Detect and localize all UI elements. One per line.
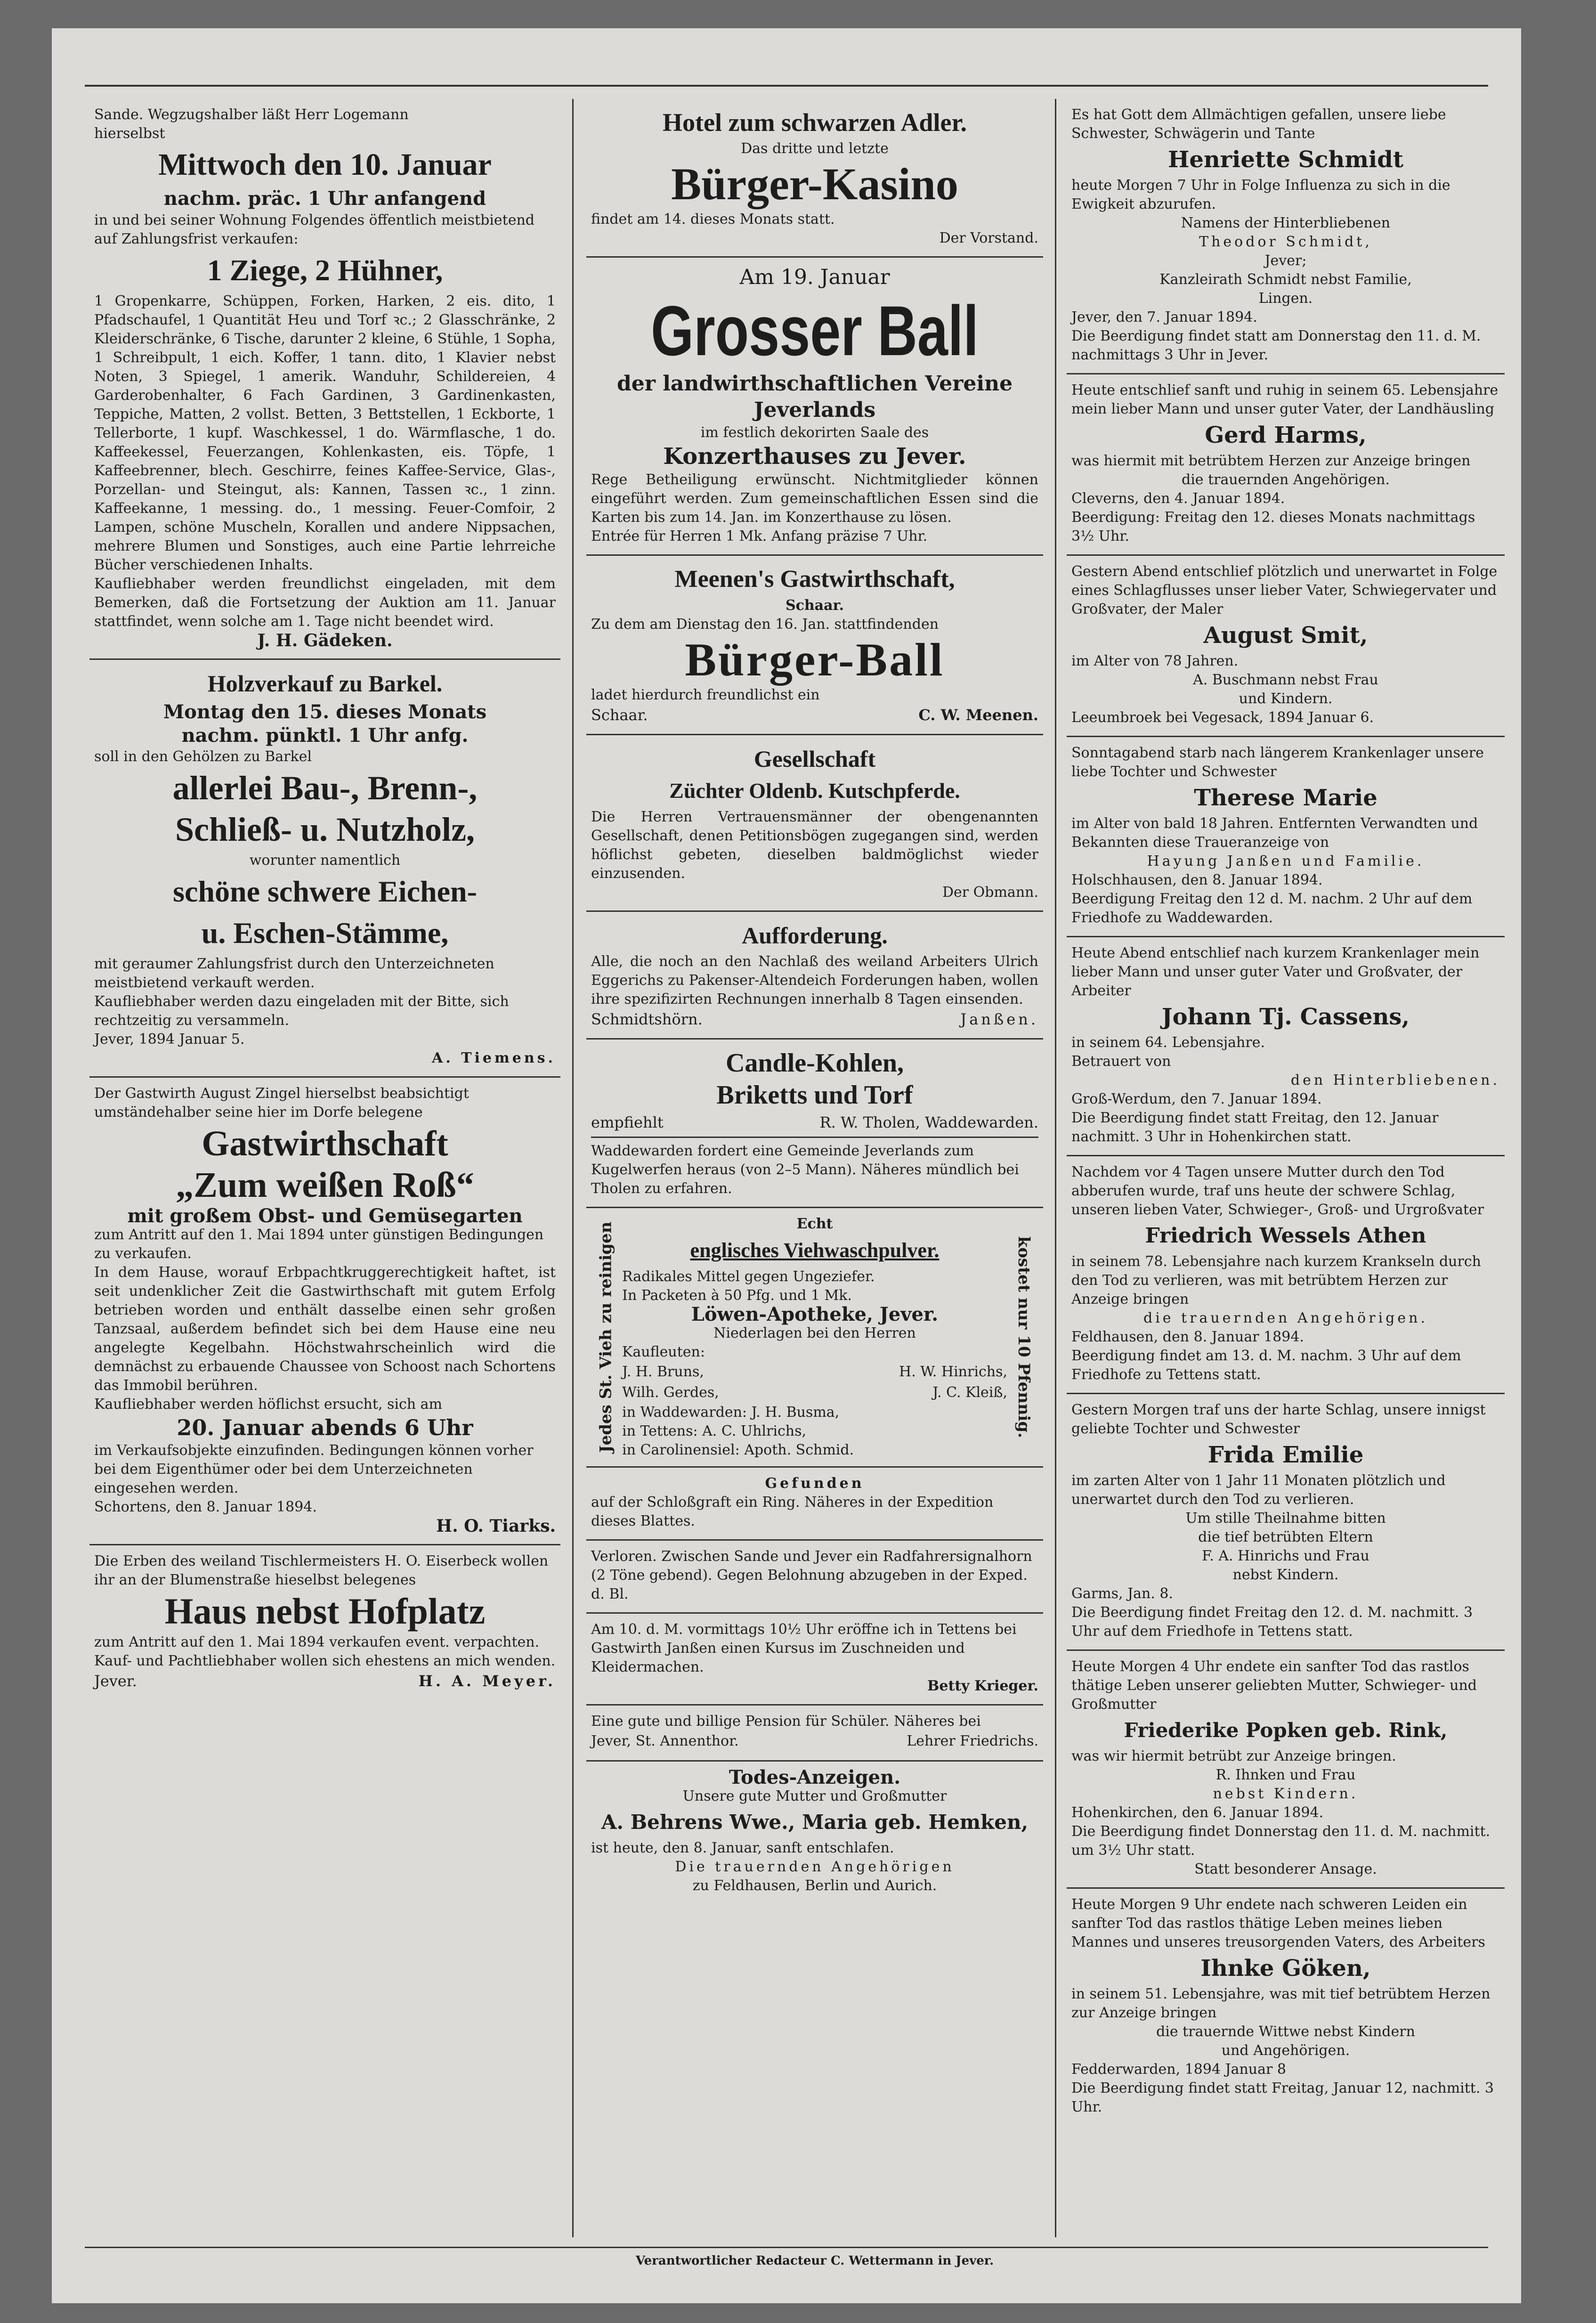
ad-subheading: nachm. pünktl. 1 Uhr anfg. [181, 724, 469, 747]
ad-auction-logemann [89, 99, 560, 660]
notice-text: was wir hiermit betrübt zur Anzeige bringen. [1071, 1748, 1396, 1764]
ad-signature: Lehrer Friedrichs. [907, 1733, 1038, 1749]
notice-text: nebst Kindern. [1213, 1786, 1359, 1802]
notice-text: Gestern Morgen traf uns der harte Schlag, unsere innigst geliebte Tochter und Schwester [1071, 1402, 1486, 1437]
notice-text: und Kindern. [1239, 690, 1333, 707]
ad-text: Der Gastwirth August Zingel hierselbst beabsichtigt umständehalber seine hier im Dorfe belegene [94, 1085, 469, 1121]
dealer-row [622, 1382, 1007, 1403]
ad-subheading: der landwirthschaftlichen Vereine [616, 372, 1013, 396]
ad-subheading: Schaar. [785, 597, 844, 614]
ad-text: in und bei seiner Wohnung Folgendes öffentlich meistbietend auf Zahlungsfrist verkaufen: [94, 212, 535, 247]
notice-johann-cassens [1067, 937, 1505, 1156]
ad-text: in Waddewarden: J. H. Busma, [622, 1404, 840, 1421]
notice-text: in seinem 64. Lebensjahre. [1071, 1034, 1265, 1051]
notice-text: Nachdem vor 4 Tagen unsere Mutter durch den Tod abberufen wurde, traf uns heute der schwere Schlag, unseren lieben Vater, Schwieger-, Groß- und Urgroßvater [1071, 1164, 1484, 1218]
notice-ihnke-goeken [1067, 1889, 1505, 2125]
notice-text: in seinem 51. Lebensjahre, was mit tief betrübtem Herzen zur Anzeige bringen [1071, 1986, 1491, 2021]
deceased-name: Therese Marie [1194, 785, 1377, 811]
ad-body: mit geraumer Zahlungsfrist durch den Unterzeichneten meistbietend verkauft werden. [94, 956, 494, 991]
ad-lost [586, 1541, 1043, 1614]
ad-date: Am 19. Januar [739, 265, 890, 289]
signature-row [591, 705, 1038, 725]
notice-text: was hiermit mit betrübtem Herzen zur Anzeige bringen [1071, 453, 1471, 469]
notice-text: R. Ihnken und Frau [1215, 1767, 1356, 1783]
ad-body: Alle, die noch an den Nachlaß des weiland Arbeiters Ulrich Eggerichs zu Pakenser-Altendeich Forderungen haben, wollen ihre spezifizirten Rechnungen innerhalb 8 Tagen einsenden. [591, 953, 1038, 1007]
ad-date: 20. Januar abends 6 Uhr [177, 1415, 473, 1440]
notice-text: Gestern Abend entschlief plötzlich und unerwartet in Folge eines Schlagflusses unser lieber Vater, Schwiegervater und Großvater, der Maler [1071, 563, 1498, 617]
notice-text: nebst Kindern. [1232, 1567, 1339, 1583]
deceased-name: Friederike Popken geb. Rink, [1124, 1719, 1448, 1742]
notice-text: im zarten Alter von 1 Jahr 11 Monaten plötzlich und unerwartet durch den Tod zu verlieren. [1071, 1472, 1446, 1508]
ad-text: ist heute, den 8. Januar, sanft entschlafen. [591, 1840, 894, 1856]
notice-text: Heute entschlief sanft und ruhig in seinem 65. Lebensjahre mein lieber Mann und unser guter Vater, der Landhäusling [1071, 382, 1499, 417]
ad-place: Jever, 1894 Januar 5. [94, 1031, 245, 1048]
ad-heading: Holzverkauf zu Barkel. [207, 670, 443, 697]
notice-text: Theodor Schmidt, [1199, 234, 1372, 250]
ad-body: ladet hierdurch freundlichst ein [591, 687, 820, 703]
ad-heading: 1 Ziege, 2 Hühner, [207, 253, 443, 287]
ad-body: im Verkaufsobjekte einzufinden. Bedingungen können vorher bei dem Eigenthümer oder bei dem Unterzeichneten eingesehen werden. [94, 1442, 534, 1496]
column-2 [586, 99, 1043, 2242]
notice-funeral: Die Beerdigung findet statt am Donnerstag den 11. d. M. nachmittags 3 Uhr in Jever. [1071, 328, 1481, 363]
ad-place: Schortens, den 8. Januar 1894. [94, 1499, 317, 1515]
ad-subheading: Montag den 15. dieses Monats [163, 701, 487, 723]
notice-frida-emilie [1067, 1394, 1505, 1651]
ad-subheading: Jeverlands [753, 398, 876, 422]
notice-text: die trauernde Wittwe nebst Kindern [1156, 2023, 1415, 2040]
dealer-name: J. C. Kleiß, [932, 1384, 1007, 1401]
ad-body: Verloren. Zwischen Sande und Jever ein Radfahrersignalhorn (2 Töne gebend). Gegen Belohnung abzugeben in der Exped. d. Bl. [591, 1548, 1032, 1602]
ad-body: Am 10. d. M. vormittags 10½ Uhr eröffne ich in Tettens bei Gastwirth Janßen einen Kursus im Zuschneiden und Kleidermachen. [591, 1621, 1017, 1675]
notice-place: Hohenkirchen, den 6. Januar 1894. [1071, 1804, 1324, 1821]
ad-course [586, 1614, 1043, 1706]
ad-heading: Todes-Anzeigen. [729, 1766, 901, 1788]
notice-text: Es hat Gott dem Allmächtigen gefallen, unsere liebe Schwester, Schwägerin und Tante [1071, 106, 1446, 142]
dealer-row [622, 1362, 1007, 1382]
notice-text: Heute Morgen 9 Uhr endete nach schweren Leiden ein sanfter Tod das rastlos thätige Leben meines lieben Mannes und unseres treusorgenden Vaters, des Arbeiters [1071, 1896, 1485, 1950]
notice-text: Betrauert von [1071, 1053, 1171, 1070]
ad-place: Jever. [94, 1672, 137, 1690]
signature-row [94, 1671, 556, 1691]
ad-heading: Gefunden [765, 1475, 865, 1492]
bottom-rule [85, 2247, 1488, 2248]
ad-heading: Mittwoch den 10. Januar [158, 147, 492, 182]
notice-henriette-schmidt [1067, 99, 1505, 374]
notice-text: in seinem 78. Lebensjahre nach kurzem Krankseln durch den Tod zu verlieren, was mit betrübtem Herzen zur Anzeige bringen [1071, 1253, 1481, 1308]
notice-text: Heute Abend entschlief nach kurzem Krankenlager mein lieber Mann und unser guter Vater und Großvater, der Arbeiter [1071, 945, 1480, 999]
ad-text: in Carolinensiel: Apoth. Schmid. [622, 1442, 854, 1458]
column-1 [89, 99, 560, 2242]
ad-place: Schaar. [591, 706, 648, 724]
ad-text: Die Erben des weiland Tischlermeisters H. O. Eiserbeck wollen ihr an der Blumenstraße hieselbst belegenes [94, 1553, 549, 1588]
notice-funeral: Beerdigung findet am 13. d. M. nachm. 3 Uhr auf dem Friedhofe zu Tettens statt. [1071, 1348, 1461, 1383]
ad-signature: H. O. Tiarks. [436, 1516, 556, 1536]
ad-text: Niederlagen bei den Herren [713, 1325, 916, 1341]
ad-body: Waddewarden fordert eine Gemeinde Jeverlands zum Kugelwerfen heraus (von 2–5 Mann). Näheres mündlich bei Tholen zu erfahren. [591, 1143, 1019, 1197]
ad-body: Entrée für Herren 1 Mk. Anfang präzise 7 Uhr. [591, 528, 928, 544]
notice-place: Garms, Jan. 8. [1071, 1585, 1174, 1602]
ad-text: hierselbst [94, 125, 165, 142]
ad-text: worunter namentlich [249, 852, 401, 869]
notice-text: die tief betrübten Eltern [1198, 1529, 1373, 1545]
notice-place: Leeumbroek bei Vegesack, 1894 Januar 6. [1071, 709, 1374, 726]
notice-friederike-popken [1067, 1651, 1505, 1889]
ad-place: Schmidtshörn. [591, 1010, 703, 1028]
top-rule [85, 85, 1488, 87]
notice-text: die trauernden Angehörigen. [1143, 1310, 1428, 1326]
notice-place: Holschhausen, den 8. Januar 1894. [1071, 872, 1323, 888]
deceased-name: Johann Tj. Cassens, [1161, 1004, 1410, 1030]
side-text-right: kostet nur 10 Pfennig. [1014, 1236, 1034, 1438]
ad-place: Jever, St. Annenthor. [591, 1733, 739, 1749]
notice-text: Statt besonderer Ansage. [1194, 1861, 1377, 1877]
ad-coal [586, 1040, 1043, 1208]
notice-text: Namens der Hinterbliebenen [1181, 215, 1391, 231]
ad-house-sale [89, 1545, 560, 1700]
deceased-name: Henriette Schmidt [1168, 146, 1403, 173]
ad-meenen-ball [586, 556, 1043, 735]
ad-society [586, 735, 1043, 912]
column-3 [1067, 99, 1505, 2242]
notice-place: Groß-Werdum, den 7. Januar 1894. [1071, 1091, 1322, 1107]
powder-body [622, 1215, 1007, 1460]
ad-heading: Aufforderung. [742, 922, 888, 949]
ad-text: Die trauernden Angehörigen [675, 1859, 955, 1875]
notice-funeral: Die Beerdigung findet Donnerstag den 11. d. M. nachmitt. um 3½ Uhr statt. [1071, 1823, 1491, 1859]
ad-text: Sande. Wegzugshalber läßt Herr Logemann [94, 106, 409, 123]
dealer-name: Wilh. Gerdes, [622, 1384, 719, 1401]
notice-funeral: Die Beerdigung findet Freitag den 12. d. M. nachmitt. 3 Uhr auf dem Friedhofe in Tettens statt. [1071, 1604, 1473, 1640]
ad-heading: englisches Viehwaschpulver. [690, 1239, 940, 1262]
ad-subheading: Löwen-Apotheke, Jever. [691, 1303, 939, 1325]
notice-place: Feldhausen, den 8. Januar 1894. [1071, 1329, 1304, 1345]
notice-funeral: Beerdigung Freitag den 12 d. M. nachm. 2 Uhr auf dem Friedhofe zu Waddewarden. [1071, 891, 1473, 926]
notice-text: den Hinterbliebenen. [1290, 1072, 1500, 1088]
ad-body: Die Herren Vertrauensmänner der obengenannten Gesellschaft, denen Petitionsbögen zugegangen sind, werden höflichst gebeten, dieselben baldmöglichst wieder einzusenden. [591, 809, 1038, 882]
signature-row [591, 1112, 1038, 1133]
ad-text: Unsere gute Mutter und Großmutter [682, 1788, 947, 1804]
ad-body: In dem Hause, worauf Erbpachtkruggerechtigkeit haftet, ist seit undenklicher Zeit die Gastwirthschaft mit gutem Erfolg betrieben worden und enthält dasselbe einen sehr großen Tanzsaal, außerdem befindet sich bei dem Hause eine neu angelegte Kegelbahn. Höchstwahrscheinlich wird die demnächst zu erbauende Chaussee von Schoost nach Schortens das Immobil berühren. [94, 1264, 556, 1394]
ad-body: 1 Gropenkarre, Schüppen, Forken, Harken, 2 eis. dito, 1 Pfadschaufel, 1 Quantität Heu und Torf ꝛc.; 2 Glasschränke, 2 Kleiderschränke, 6 Tische, darunter 2 kleine, 6 Stühle, 1 Sopha, 1 Schreibpult, 1 eich. Koffer, 1 tann. dito, 1 Klavier nebst Noten, 3 Spiegel, 1 amerik. Wanduhr, Schildereien, 4 Garderobenhalter, 6 Fach Gardinen, 3 Gardinenkasten, Teppiche, Matten, 2 vollst. Betten, 3 Bettstellen, 1 Eckborte, 1 Tellerborte, 1 kupf. Waschkessel, 1 do. Wärmflasche, 1 do. Kaffeekessel, Feuerzangen, Kohlenkasten, eis. Töpfe, 1 Kaffeebrenner, blech. Geschirre, feines Kaffee-Service, Glas-, Porzellan- und Steingut, als: Kannen, Tassen ꝛc., 1 zinn. Kaffeekanne, 1 messing. do., 1 messing. Feuer-Comfoir, 2 Lampen, schöne Muscheln, Korallen und andere Nippsachen, mehrere Blumen und Sonstiges, auch eine Partie lehrreiche Bücher verschiedenen Inhalts. [94, 293, 556, 573]
ad-subheading: mit großem Obst- und Gemüsegarten [127, 1205, 523, 1227]
notice-text: Sonntagabend starb nach längerem Krankenlager unsere liebe Tochter und Schwester [1071, 745, 1484, 780]
ad-signature: J. H. Gädeken. [257, 631, 393, 650]
column-divider [572, 99, 574, 2237]
ad-text: im festlich dekorirten Saale des [700, 424, 929, 441]
notice-text: im Alter von 78 Jahren. [1071, 653, 1239, 669]
ad-pension [586, 1706, 1043, 1762]
notice-text: Lingen. [1258, 290, 1313, 307]
ad-heading: Schließ- u. Nutzholz, [175, 811, 475, 848]
ad-request [586, 912, 1043, 1040]
ad-heading: Gesellschaft [753, 746, 876, 772]
notice-place: Fedderwarden, 1894 Januar 8 [1071, 2061, 1286, 2078]
ad-body: auf der Schloßgraft ein Ring. Näheres in der Expedition dieses Blattes. [591, 1494, 994, 1529]
notice-funeral: Die Beerdigung findet statt Freitag, den 12. Januar nachmitt. 3 Uhr in Hohenkirchen statt. [1071, 1110, 1439, 1145]
ad-heading: Candle-Kohlen, [725, 1048, 904, 1078]
notice-text: F. A. Hinrichs und Frau [1202, 1548, 1369, 1564]
ad-signature: A. Tiemens. [432, 1050, 556, 1066]
ad-text: soll in den Gehölzen zu Barkel [94, 748, 312, 765]
ad-heading: Haus nebst Hofplatz [164, 1591, 486, 1632]
ad-text: Echt [796, 1216, 833, 1232]
ad-text: In Packeten à 50 Pfg. und 1 Mk. [622, 1287, 852, 1304]
ad-heading: u. Eschen-Stämme, [201, 916, 449, 950]
deceased-name: August Smit, [1203, 622, 1368, 649]
ad-heading: Meenen's Gastwirthschaft, [674, 566, 955, 593]
ad-signature: Betty Krieger. [927, 1678, 1038, 1694]
notice-funeral: Beerdigung: Freitag den 12. dieses Monats nachmittags 3½ Uhr. [1071, 509, 1475, 544]
ad-inn-sale [89, 1078, 560, 1545]
ad-body: Kaufliebhaber werden höflichst ersucht, sich am [94, 1396, 442, 1413]
ad-heading: Bürger-Kasino [671, 159, 958, 209]
ad-signature: H. A. Meyer. [418, 1672, 556, 1690]
divider [591, 1137, 1038, 1138]
ad-heading: Hotel zum schwarzen Adler. [663, 108, 967, 137]
ad-text: in Tettens: A. C. Uhlrichs, [622, 1423, 806, 1439]
notice-gerd-harms [1067, 374, 1505, 556]
ad-body: Kaufliebhaber werden freundlichst eingeladen, mit dem Bemerken, daß die Fortsetzung der Auktion am 11. Januar stattfindet, wenn solche am 1. Tage nicht beendet wird. [94, 576, 556, 630]
ad-body: zum Antritt auf den 1. Mai 1894 unter günstigen Bedingungen zu verkaufen. [94, 1226, 544, 1262]
ad-text: Radikales Mittel gegen Ungeziefer. [622, 1268, 875, 1285]
notice-text: im Alter von bald 18 Jahren. Entfernten Verwandten und Bekannten diese Traueranzeige von [1071, 815, 1478, 851]
ad-signature: R. W. Tholen, Waddewarden. [819, 1113, 1038, 1131]
deceased-name: Ihnke Göken, [1200, 1955, 1371, 1982]
ad-found [586, 1468, 1043, 1541]
ad-grand-ball [586, 258, 1043, 556]
ad-body: zum Antritt auf den 1. Mai 1894 verkaufen event. verpachten. Kauf- und Pachtliebhaber wollen sich ehestens an mich wenden. [94, 1634, 556, 1669]
deceased-name: Gerd Harms, [1205, 422, 1367, 448]
ad-text: Das dritte und letzte [741, 140, 889, 157]
notice-august-smit [1067, 556, 1505, 737]
ad-heading: Bürger-Ball [685, 634, 945, 686]
ad-heading: „Zum weißen Roß“ [176, 1165, 474, 1205]
ad-heading: allerlei Bau-, Brenn-, [172, 769, 478, 807]
deceased-name: Friedrich Wessels Athen [1145, 1224, 1426, 1248]
notice-text: Hayung Janßen und Familie. [1147, 853, 1425, 869]
ad-wood-sale [89, 660, 560, 1078]
notice-text: Kanzleirath Schmidt nebst Familie, [1159, 271, 1412, 288]
ad-subheading: Züchter Oldenb. Kutschpferde. [669, 779, 960, 803]
ad-cattle-powder [586, 1208, 1043, 1468]
ad-subheading: Konzerthauses zu Jever. [663, 443, 966, 470]
notice-place: Cleverns, den 4. Januar 1894. [1071, 490, 1285, 507]
ad-heading: Briketts und Torf [716, 1080, 913, 1110]
notice-text: Um stille Theilnahme bitten [1185, 1510, 1386, 1527]
signature-row [591, 1731, 1038, 1752]
notice-text: Heute Morgen 4 Uhr endete ein sanfter Tod das rastlos thätige Leben unserer geliebten Mutter, Schwieger- und Großmutter [1071, 1658, 1477, 1713]
notice-text: die trauernden Angehörigen. [1181, 471, 1390, 488]
column-divider [1055, 99, 1056, 2237]
notice-therese-marie [1067, 737, 1505, 937]
ad-body: Kaufliebhaber werden dazu eingeladen mit der Bitte, sich rechtzeitig zu versammeln. [94, 993, 509, 1029]
notice-friedrich-athen [1067, 1156, 1505, 1394]
ad-body: findet am 14. dieses Monats statt. [591, 211, 835, 227]
notice-funeral: Die Beerdigung findet statt Freitag, Januar 12, nachmitt. 3 Uhr. [1071, 2080, 1494, 2115]
ad-body: Rege Betheiligung erwünscht. Nichtmitglieder können eingeführt werden. Zum gemeinschaftlichen Essen sind die Karten bis zum 14. Jan. im Konzerthause zu lösen. [591, 471, 1038, 526]
side-text-left: Jedes St. Vieh zu reinigen [596, 1221, 616, 1453]
notice-place: Jever, den 7. Januar 1894. [1071, 309, 1257, 325]
ad-death-behrens [586, 1762, 1043, 1904]
ad-body: Eine gute und billige Pension für Schüler. Näheres bei [591, 1713, 981, 1730]
ad-heading: Grosser Ball [651, 291, 979, 370]
notice-text: und Angehörigen. [1221, 2042, 1350, 2059]
ad-text: Zu dem am Dienstag den 16. Jan. stattfindenden [591, 616, 939, 633]
notice-text: A. Buschmann nebst Frau [1193, 672, 1378, 688]
ad-signature: C. W. Meenen. [918, 706, 1038, 724]
ad-signature: Janßen. [960, 1010, 1038, 1028]
deceased-name: A. Behrens Wwe., Maria geb. Hemken, [601, 1811, 1029, 1834]
dealer-name: J. H. Bruns, [622, 1364, 704, 1380]
ad-subheading: nachm. präc. 1 Uhr anfangend [163, 187, 486, 210]
editor-footer: Verantwortlicher Redacteur C. Wettermann in Jever. [635, 2254, 994, 2268]
ad-text: zu Feldhausen, Berlin und Aurich. [692, 1877, 937, 1894]
notice-text: Jever; [1264, 252, 1307, 269]
deceased-name: Frida Emilie [1207, 1442, 1364, 1468]
ad-heading: schöne schwere Eichen- [173, 875, 477, 908]
ad-signature: Der Vorstand. [939, 230, 1038, 246]
notice-text: heute Morgen 7 Uhr in Folge Influenza zu sich in die Ewigkeit abzurufen. [1071, 177, 1450, 212]
ad-text: empfiehlt [591, 1113, 664, 1131]
dealer-name: H. W. Hinrichs, [899, 1364, 1007, 1380]
ad-signature: Der Obmann. [942, 884, 1038, 901]
signature-row [591, 1009, 1038, 1030]
ad-heading: Gastwirthschaft [202, 1124, 448, 1163]
newspaper-page [52, 28, 1521, 2303]
ad-text: Kaufleuten: [622, 1344, 705, 1360]
ad-hotel-casino [586, 99, 1043, 258]
